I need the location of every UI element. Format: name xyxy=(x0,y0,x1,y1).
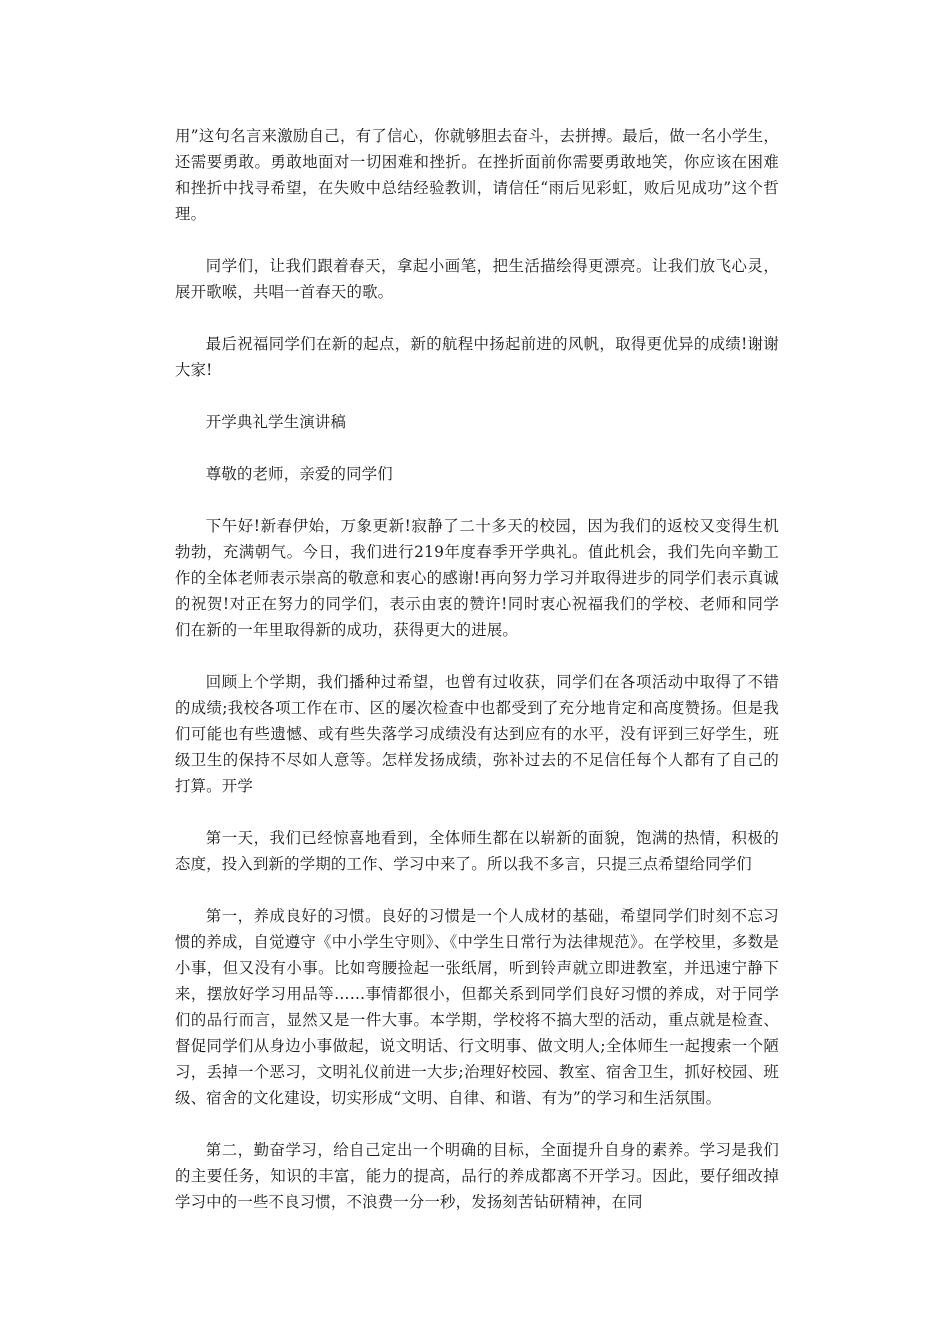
paragraph-closing-wishes: 最后祝福同学们在新的起点，新的航程中扬起前进的风帆，取得更优异的成绩!谢谢大家! xyxy=(175,335,779,379)
paragraph-review: 回顾上个学期，我们播种过希望，也曾有过收获，同学们在各项活动中取得了不错的成绩;我校各项工作在市、区的屡次检查中也都受到了充分地肯定和高度赞扬。但是我们可能也有些遗憾、或有些失落学习成绩没有达到应有的水平，没有评到三好学生，班级卫生的保持不尽如人意等。怎样发扬成绩，弥补过去的不足信任每个人都有了自己的打算。开学 xyxy=(175,673,779,795)
paragraph-spring-call: 同学们，让我们跟着春天，拿起小画笔，把生活描绘得更漂亮。让我们放飞心灵，展开歌喉，共唱一首春天的歌。 xyxy=(175,257,779,301)
paragraph-point-one: 第一，养成良好的习惯。良好的习惯是一个人成材的基础，希望同学们时刻不忘习惯的养成，自觉遵守《中小学生守则》、《中学生日常行为法律规范》。在学校里，多数是小事，但又没有小事。比如弯腰捡起一张纸屑，听到铃声就立即进教室，并迅速宁静下来，摆放好学习用品等……事情都很小，但都关系到同学们良好习惯的养成，对于同学们的品行而言，显然又是一件大事。本学期，学校将不搞大型的活动，重点就是检查、督促同学们从身边小事做起，说文明话、行文明事、做文明人;全体师生一起搜索一个陋习，丢掉一个恶习，文明礼仪前进一大步;治理好校园、教室、宿舍卫生，抓好校园、班级、宿舍的文化建设，切实形成“文明、自律、和谐、有为”的学习和生活氛围。 xyxy=(175,907,779,1107)
salutation: 尊敬的老师，亲爱的同学们 xyxy=(205,465,393,483)
document-page xyxy=(175,123,779,1241)
paragraph-continuation: 用”这句名言来激励自己，有了信心，你就够胆去奋斗，去拼搏。最后，做一名小学生，还需要勇敢。勇敢地面对一切困难和挫折。在挫折面前你需要勇敢地笑，你应该在困难和挫折中找寻希望，在失败中总结经验教训，请信任“雨后见彩虹，败后见成功”这个哲理。 xyxy=(175,127,779,223)
paragraph-greeting: 下午好!新春伊始，万象更新!寂静了二十多天的校园，因为我们的返校又变得生机勃勃，充满朝气。今日，我们进行219年度春季开学典礼。值此机会，我们先向辛勤工作的全体老师表示崇高的敬意和衷心的感谢!再向努力学习并取得进步的同学们表示真诚的祝贺!对正在努力的同学们，表示由衷的赞许!同时衷心祝福我们的学校、老师和同学们在新的一年里取得新的成功，获得更大的进展。 xyxy=(175,517,779,639)
paragraph-point-two: 第二，勤奋学习，给自己定出一个明确的目标，全面提升自身的素养。学习是我们的主要任务，知识的丰富，能力的提高，品行的养成都离不开学习。因此，要仔细改掉学习中的一些不良习惯，不浪费一分一秒，发扬刻苦钻研精神，在同 xyxy=(175,1141,779,1211)
paragraph-first-day: 第一天，我们已经惊喜地看到，全体师生都在以崭新的面貌，饱满的热情，积极的态度，投入到新的学期的工作、学习中来了。所以我不多言，只提三点希望给同学们 xyxy=(175,829,779,873)
section-title: 开学典礼学生演讲稿 xyxy=(205,413,347,431)
